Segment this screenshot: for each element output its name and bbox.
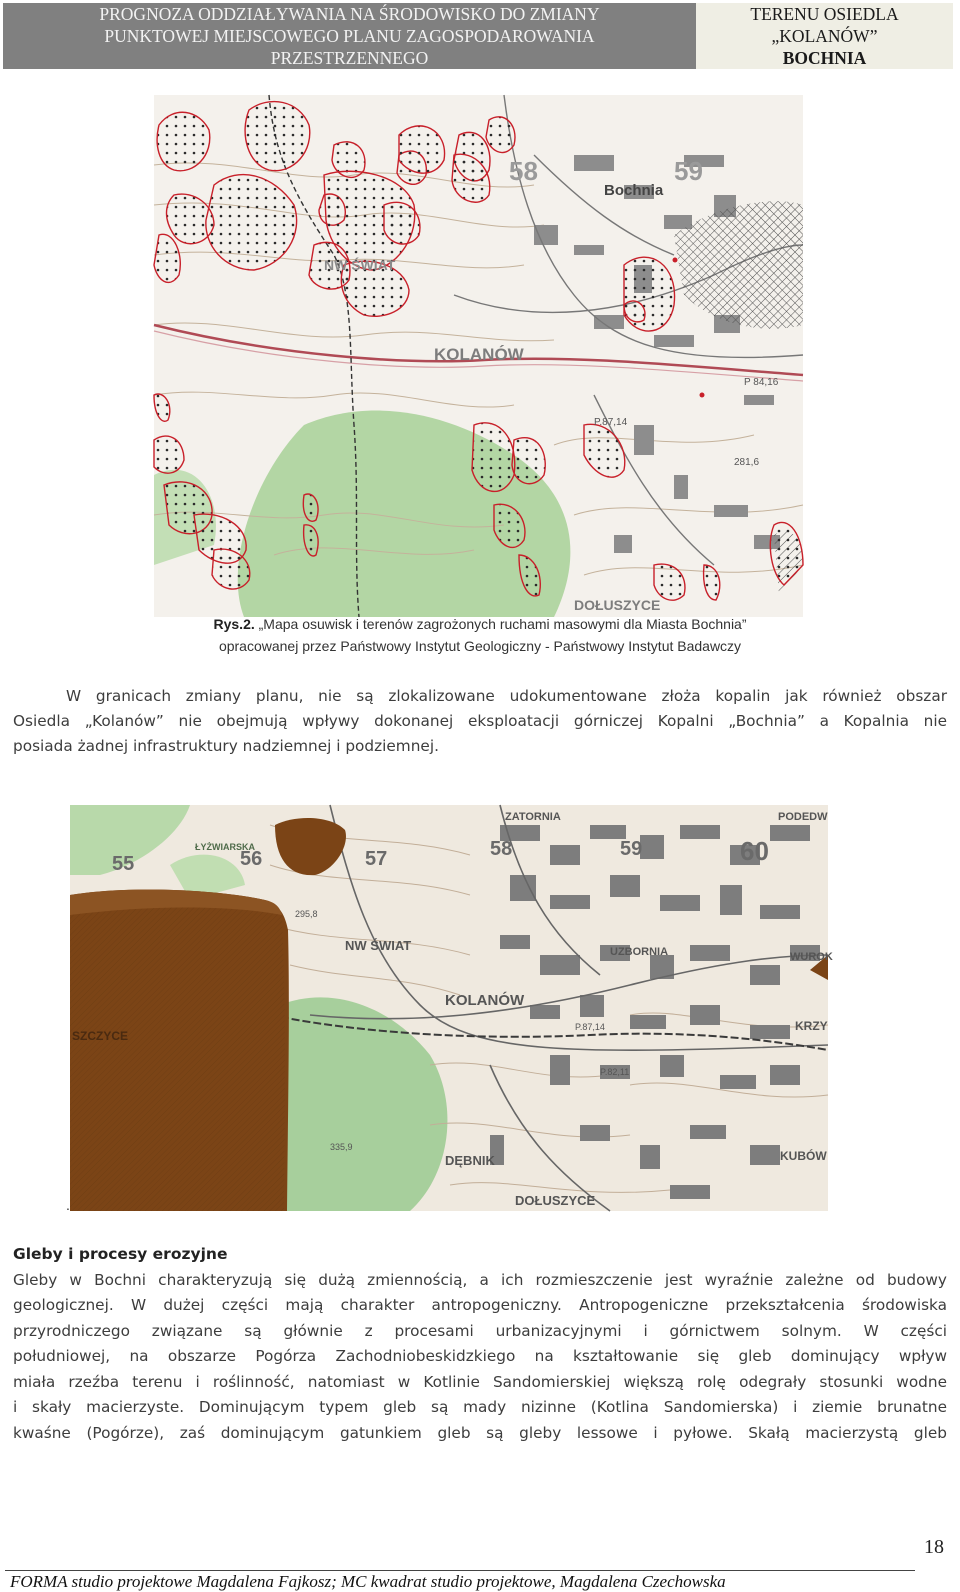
map1-label-kolanow: KOLANÓW [434,345,524,364]
map2-label-56: 56 [240,848,263,870]
map1-label-height: P.87,14 [594,417,628,428]
page-number: 18 [924,1536,944,1558]
figure-number: Rys.2. [213,616,255,632]
paragraph-line: W granicach zmiany planu, nie są zlokalizowane udokumentowane złoża kopalin jak również obszar [66,687,947,705]
map2-label-kubow: KUBÓW [780,1149,827,1163]
map2-label-szczyce: SZCZYCE [72,1029,129,1043]
paragraph-line: geologicznej. W dużej części mają charakter antropogeniczny. Antropogeniczne przekształcenia środowiska [13,1296,947,1314]
landslide-map-svg [154,95,803,617]
map1-label-bochnia: Bochnia [604,182,664,199]
map2-label-uzbornia: UZBORNIA [610,946,669,958]
map2-label-kolanow: KOLANÓW [445,992,525,1009]
map2-label-krzy: KRZY [795,1019,828,1033]
header-right-line: „KOLANÓW” [771,26,878,46]
map2-label-doluszyce: DOŁUSZYCE [515,1193,596,1208]
paragraph-line: kwaśne (Pogórze), zaś dominującym gatunkiem gleb są gleby lessowe i pyłowe. Skałą macierzystą gleb [13,1424,947,1442]
map2-label-60: 60 [740,836,769,866]
footer-divider [5,1570,915,1571]
paragraph-line: południowej, na obszarze Pogórza Zachodniobeskidzkiego na kształtowanie się gleb dominujący wpływ [13,1347,947,1365]
map2-label-57: 57 [365,848,388,870]
map1-label-height: 281,6 [734,457,760,468]
map2-label-59: 59 [620,838,643,860]
header-right-line: BOCHNIA [782,48,867,68]
header-left-line: PRZESTRZENNEGO [270,48,429,68]
landslide-map [154,95,803,617]
map2-label-58: 58 [490,838,513,860]
header-right-line: TERENU OSIEDLA [750,4,899,24]
map2-label-debnik: DĘBNIK [445,1153,495,1168]
paragraph-line: Osiedla „Kolanów” nie obejmują wpływy dokonanej eksploatacji górniczej Kopalni „Bochnia” a Kopalnia nie [13,712,947,730]
footer-credits: FORMA studio projektowe Magdalena Fajkosz; MC kwadrat studio projektowe, Magdalena Czechowska [10,1572,726,1591]
header-left-line: PROGNOZA ODDZIAŁYWANIA NA ŚRODOWISKO DO ZMIANY [99,4,600,24]
map1-label-height: P 84,16 [744,377,779,388]
page-header [3,3,953,69]
map1-label-doluszyce: DOŁUSZYCE [574,597,661,613]
paragraph-line: posiada żadnej infrastruktury nadziemnej i podziemnej. [13,737,439,755]
map2-label-street: ŁYŻWIARSKA [195,842,255,852]
header-document-title [3,3,696,69]
paragraph-line: miała rzeźba terenu i roślinność, natomiast w Kotlinie Sandomierskiej większą rolę odegrały stosunki wodne [13,1373,947,1391]
paragraph-line: i skały macierzyste. Dominującym typem gleb są mady nizinne (Kotlina Sandomierska) i ziemie brunatne [13,1398,947,1416]
paragraph-soils [13,1271,947,1451]
section-heading: Gleby i procesy erozyjne [13,1245,228,1263]
map1-label-59: 59 [674,156,703,186]
map2-label-height: P.82,11 [600,1067,630,1077]
figure-title: „Mapa osuwisk i terenów zagrożonych ruchami masowymi dla Miasta Bochnia” [254,616,747,632]
soil-map [70,805,833,1211]
map2-label-height: 335,9 [330,1142,353,1152]
header-left-line: PUNKTOWEJ MIEJSCOWEGO PLANU ZAGOSPODAROWANIA [104,26,595,46]
paragraph-deposits [13,687,947,767]
map2-label-wurok: WUROK [790,951,833,963]
header-location [696,3,953,69]
figure-caption-line1 [0,616,960,632]
soil-map-svg [70,805,833,1211]
map2-label-height: 295,8 [295,909,318,919]
stray-period: . [66,1197,70,1213]
map2-label-nwswiat: NW ŚWIAT [345,938,412,953]
map2-label-height: P.87,14 [575,1022,605,1032]
map1-label-nwswiat: NW ŚWIAT [324,257,396,273]
figure-caption-line2: opracowanej przez Państwowy Instytut Geologiczny - Państwowy Instytut Badawczy [218,638,742,654]
map2-label-podedw: PODEDW [778,811,828,823]
paragraph-line: przyrodniczego związane są głównie z procesami urbanizacyjnymi i górnictwem solnym. W części [13,1322,947,1340]
paragraph-line: Gleby w Bochni charakteryzują się dużą zmiennością, a ich rozmieszczenie jest wyraźnie zależne od budowy [13,1271,947,1289]
map2-label-55: 55 [112,853,135,875]
map2-label-zatornia: ZATORNIA [505,811,561,823]
map1-label-58: 58 [509,156,538,186]
